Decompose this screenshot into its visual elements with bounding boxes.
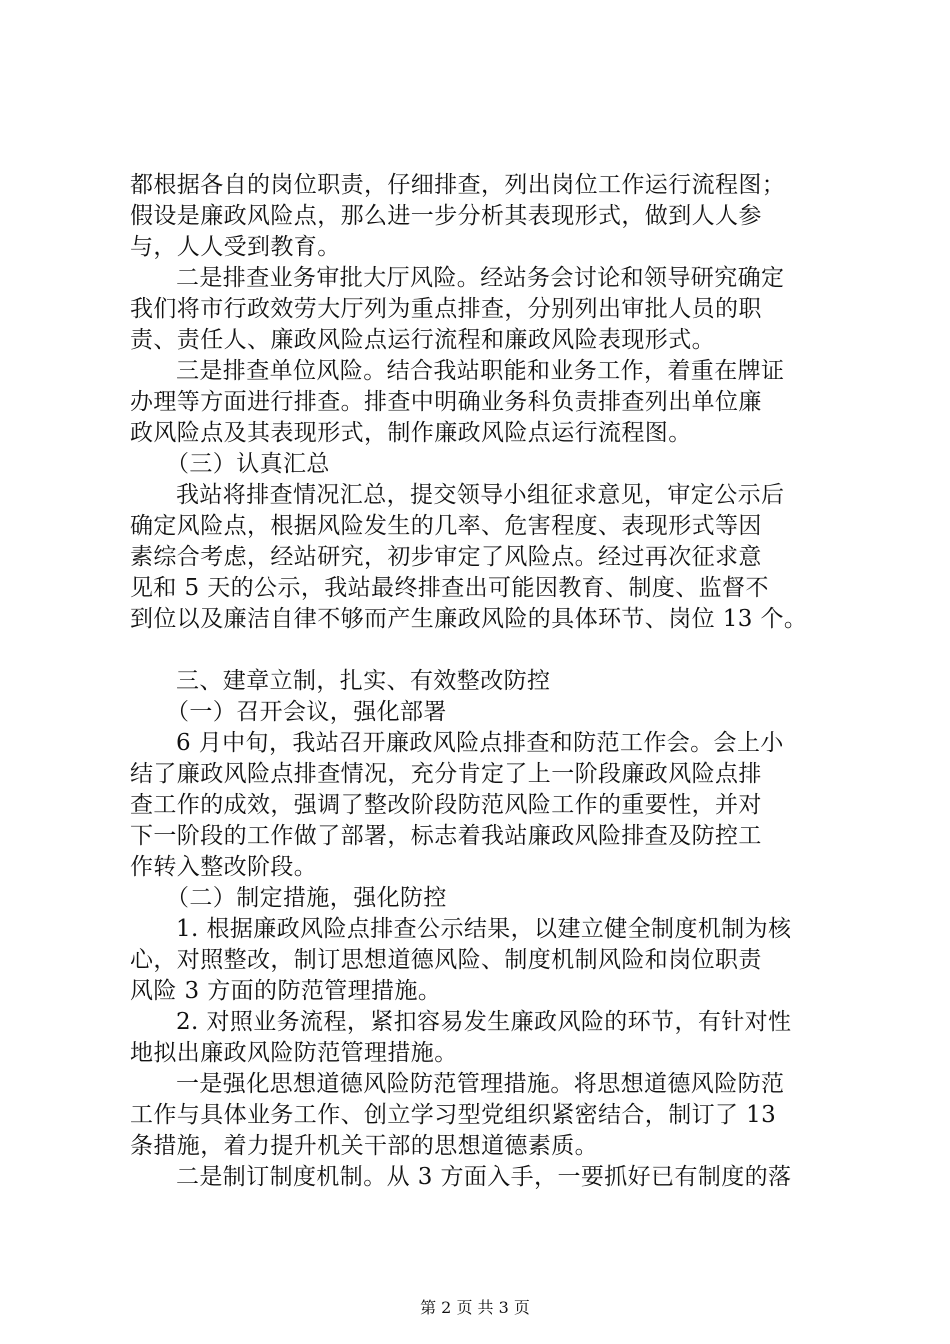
- section-heading: （一）召开会议，强化部署: [166, 699, 447, 725]
- text-line: 办理等方面进行排查。排查中明确业务科负责排查列出单位廉: [130, 389, 762, 415]
- text-line: 政风险点及其表现形式，制作廉政风险点运行流程图。: [130, 420, 692, 446]
- document-body: [130, 170, 830, 1193]
- text-line: 地拟出廉政风险防范管理措施。: [130, 1040, 458, 1066]
- blank-line: [130, 635, 830, 666]
- text-line: 假设是廉政风险点，那么进一步分析其表现形式，做到人人参: [130, 203, 762, 229]
- text-line: 条措施，着力提升机关干部的思想道德素质。: [130, 1133, 598, 1159]
- text-line: 结了廉政风险点排查情况，充分肯定了上一阶段廉政风险点排: [130, 761, 762, 787]
- paragraph-start: 三是排查单位风险。结合我站职能和业务工作，着重在牌证: [176, 358, 785, 384]
- text-line: 风险 3 方面的防范管理措施。: [130, 978, 442, 1004]
- text-line: 下一阶段的工作做了部署，标志着我站廉政风险排查及防控工: [130, 823, 762, 849]
- page-footer: 第 2 页 共 3 页: [420, 1298, 530, 1317]
- paragraph-start: 我站将排查情况汇总，提交领导小组征求意见，审定公示后: [176, 482, 785, 508]
- paragraph-start: 6 月中旬，我站召开廉政风险点排查和防范工作会。会上小: [176, 730, 784, 756]
- paragraph-start: 1. 根据廉政风险点排查公示结果，以建立健全制度机制为核: [176, 916, 792, 942]
- text-line: 见和 5 天的公示，我站最终排查出可能因教育、制度、监督不: [130, 575, 769, 601]
- section-heading: （二）制定措施，强化防控: [166, 885, 447, 911]
- text-line: 查工作的成效，强调了整改阶段防范风险工作的重要性，并对: [130, 792, 762, 818]
- text-line: 到位以及廉洁自律不够而产生廉政风险的具体环节、岗位 13 个。: [130, 606, 808, 632]
- chapter-heading: 三、建章立制，扎实、有效整改防控: [176, 668, 551, 694]
- text-line: 工作与具体业务工作、创立学习型党组织紧密结合，制订了 13: [130, 1102, 777, 1128]
- section-heading: （三）认真汇总: [166, 451, 330, 477]
- paragraph-start: 2. 对照业务流程，紧扣容易发生廉政风险的环节，有针对性: [176, 1009, 792, 1035]
- text-line: 素综合考虑，经站研究，初步审定了风险点。经过再次征求意: [130, 544, 762, 570]
- text-line: 作转入整改阶段。: [130, 854, 318, 880]
- text-line: 确定风险点，根据风险发生的几率、危害程度、表现形式等因: [130, 513, 762, 539]
- text-line: 我们将市行政效劳大厅列为重点排查，分别列出审批人员的职: [130, 296, 762, 322]
- text-line: 责、责任人、廉政风险点运行流程和廉政风险表现形式。: [130, 327, 715, 353]
- text-line: 与，人人受到教育。: [130, 234, 341, 260]
- paragraph-start: 二是排查业务审批大厅风险。经站务会讨论和领导研究确定: [176, 265, 785, 291]
- paragraph-start: 一是强化思想道德风险防范管理措施。将思想道德风险防范: [176, 1071, 785, 1097]
- text-line: 都根据各自的岗位职责，仔细排查，列出岗位工作运行流程图；: [130, 172, 786, 198]
- text-line: 心，对照整改，制订思想道德风险、制度机制风险和岗位职责: [130, 947, 762, 973]
- paragraph-start: 二是制订制度机制。从 3 方面入手，一要抓好已有制度的落: [176, 1164, 792, 1190]
